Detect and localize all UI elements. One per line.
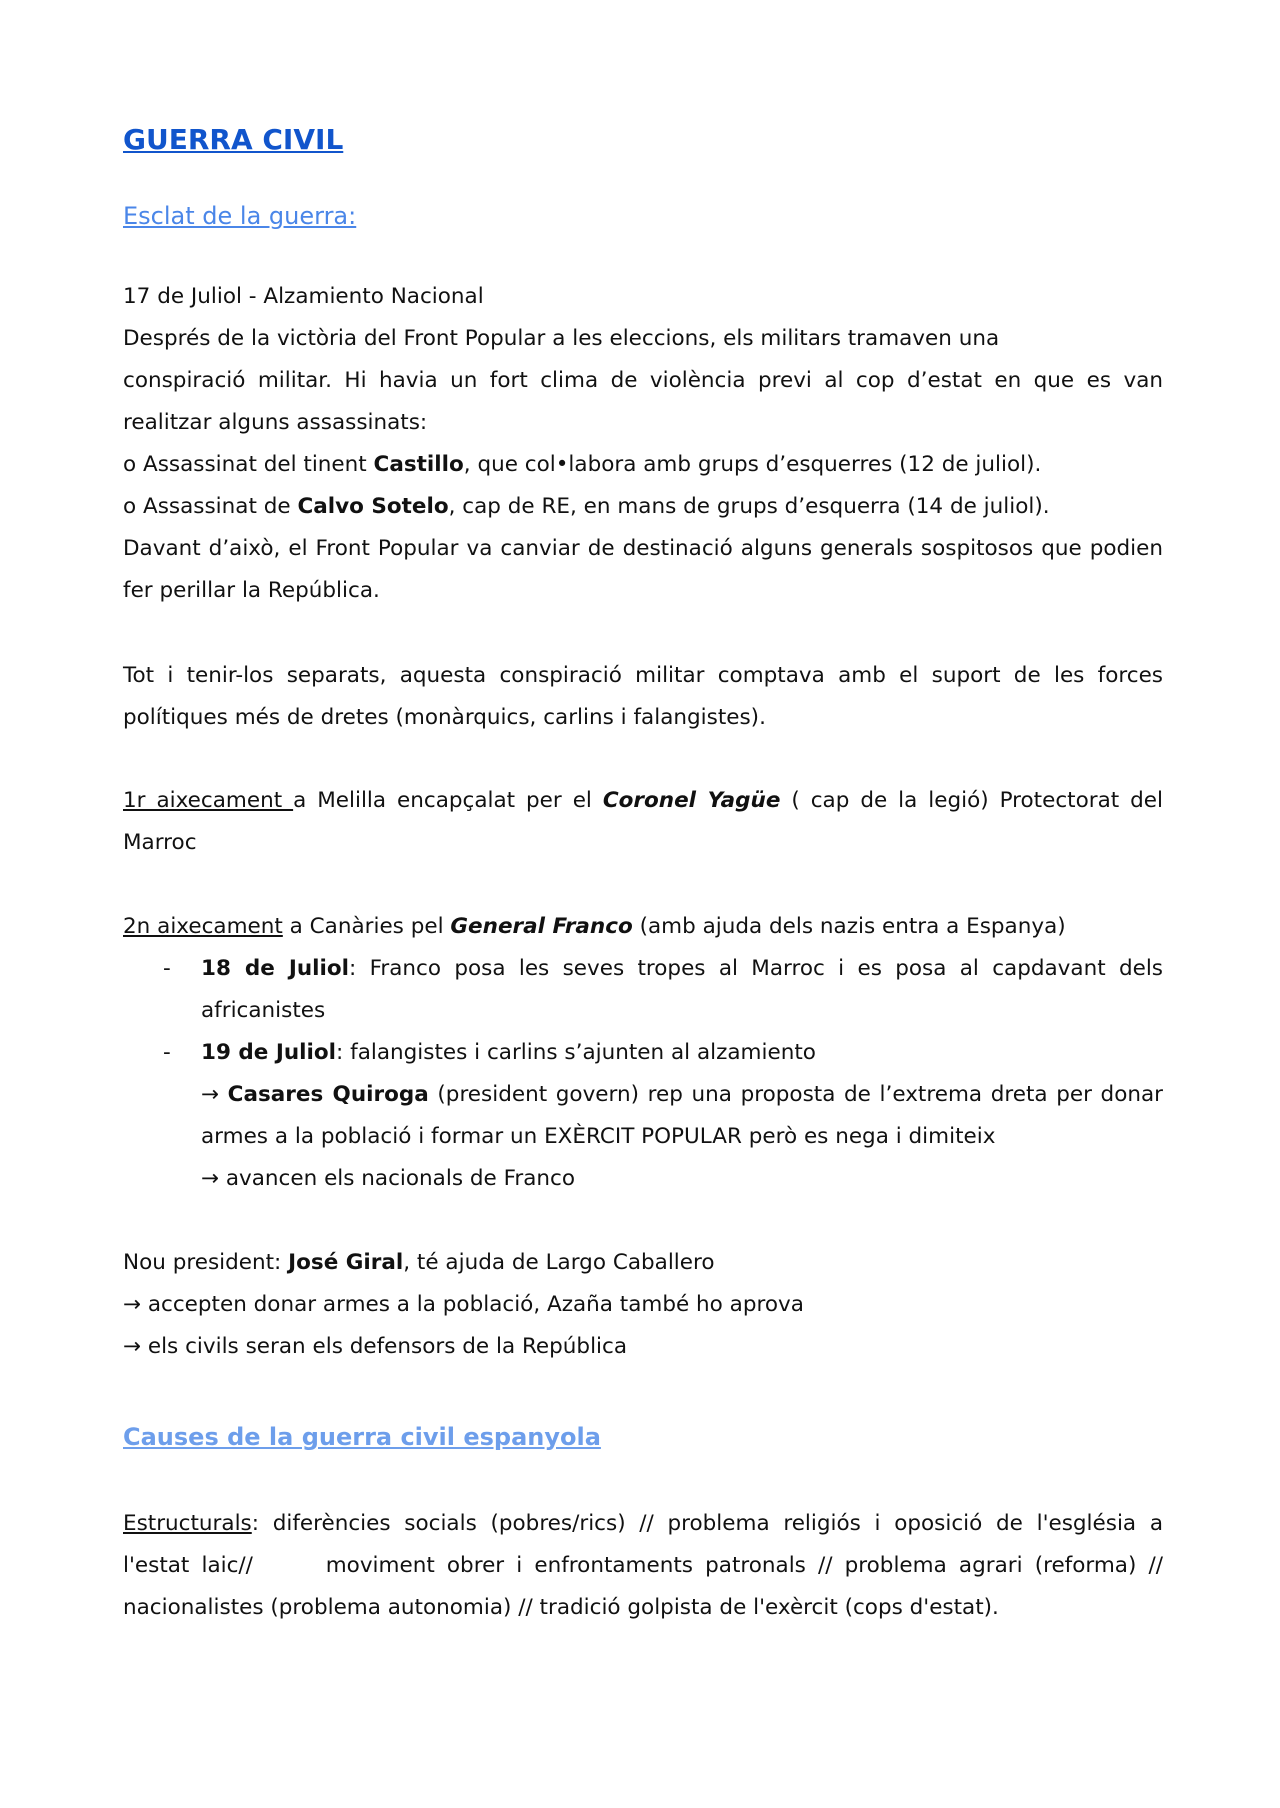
new-president-line: Nou president: José Giral, té ajuda de Largo Caballero bbox=[123, 1250, 715, 1275]
second-uprising bbox=[123, 906, 1163, 948]
paragraph-1-line-3: realitzar alguns assassinats: bbox=[123, 410, 428, 435]
first-uprising bbox=[123, 780, 1163, 864]
uprising-bullet-list bbox=[123, 948, 1163, 1200]
arrow-line-1: → accepten donar armes a la població, Azaña també ho aprova bbox=[123, 1292, 804, 1317]
paragraph-3-line-2: polítiques més de dretes (monàrquics, carlins i falangistes). bbox=[123, 705, 766, 730]
first-uprising-label: 1r aixecament bbox=[123, 788, 294, 813]
paragraph-2-line-1: Davant d’això, el Front Popular va canviar de destinació alguns generals sospitosos que podien bbox=[123, 536, 1163, 561]
structural-causes bbox=[123, 1503, 1163, 1629]
list-item: - 19 de Juliol: falangistes i carlins s’ajunten al alzamiento → Casares Quiroga (president govern) rep una proposta de l’extrema dreta per donar armes a la població i formar un EXÈRCIT POPULAR però es nega i dimiteix → avancen els nacionals de Franco bbox=[123, 1032, 1163, 1200]
structural-line-2: l'estat laic// moviment obrer i enfrontaments patronals // problema agrari (reforma) // bbox=[123, 1553, 1163, 1578]
first-uprising-line-2: Marroc bbox=[123, 830, 197, 855]
intro-block bbox=[123, 276, 1163, 612]
first-uprising-line-1: 1r aixecament a Melilla encapçalat per el Coronel Yagüe ( cap de la legió) Protectorat del bbox=[123, 788, 1163, 813]
structural-line-3: nacionalistes (problema autonomia) // tradició golpista de l'exèrcit (cops d'estat). bbox=[123, 1595, 999, 1620]
intro-line: 17 de Juliol - Alzamiento Nacional bbox=[123, 284, 484, 309]
arrow-icon: → bbox=[123, 1292, 142, 1317]
new-president-block bbox=[123, 1242, 1163, 1368]
second-uprising-label: 2n aixecament bbox=[123, 914, 283, 939]
section-heading-causes[interactable]: Causes de la guerra civil espanyola bbox=[123, 1423, 601, 1451]
list-item: - 18 de Juliol: Franco posa les seves tropes al Marroc i es posa al capdavant dels africanistes bbox=[123, 948, 1163, 1032]
structural-line-1: Estructurals: diferències socials (pobres/rics) // problema religiós i oposició de l'església a bbox=[123, 1511, 1163, 1536]
document-title[interactable]: GUERRA CIVIL bbox=[123, 123, 344, 156]
bullet-dash: - bbox=[163, 956, 171, 981]
paragraph-3-line-1: Tot i tenir-los separats, aquesta conspiració militar comptava amb el suport de les forces bbox=[123, 663, 1163, 688]
arrow-icon: → bbox=[201, 1082, 220, 1107]
bullet-dash: - bbox=[163, 1040, 171, 1065]
paragraph-3 bbox=[123, 655, 1163, 739]
paragraph-1-line-1: Després de la victòria del Front Popular a les eleccions, els militars tramaven una bbox=[123, 326, 1000, 351]
arrow-icon: → bbox=[201, 1166, 220, 1191]
paragraph-2-line-2: fer perillar la República. bbox=[123, 578, 380, 603]
assassination-item-1: o Assassinat del tinent Castillo, que col•labora amb grups d’esquerres (12 de juliol). bbox=[123, 452, 1042, 477]
assassination-item-2: o Assassinat de Calvo Sotelo, cap de RE, en mans de grups d’esquerra (14 de juliol). bbox=[123, 494, 1050, 519]
arrow-icon: → bbox=[123, 1334, 142, 1359]
second-uprising-line: 2n aixecament a Canàries pel General Franco (amb ajuda dels nazis entra a Espanya) bbox=[123, 914, 1066, 939]
paragraph-1-line-2: conspiració militar. Hi havia un fort clima de violència previ al cop d’estat en que es van bbox=[123, 368, 1163, 393]
arrow-line-2: → els civils seran els defensors de la República bbox=[123, 1334, 628, 1359]
structural-label: Estructurals bbox=[123, 1511, 252, 1536]
section-heading-esclat[interactable]: Esclat de la guerra: bbox=[123, 202, 357, 230]
